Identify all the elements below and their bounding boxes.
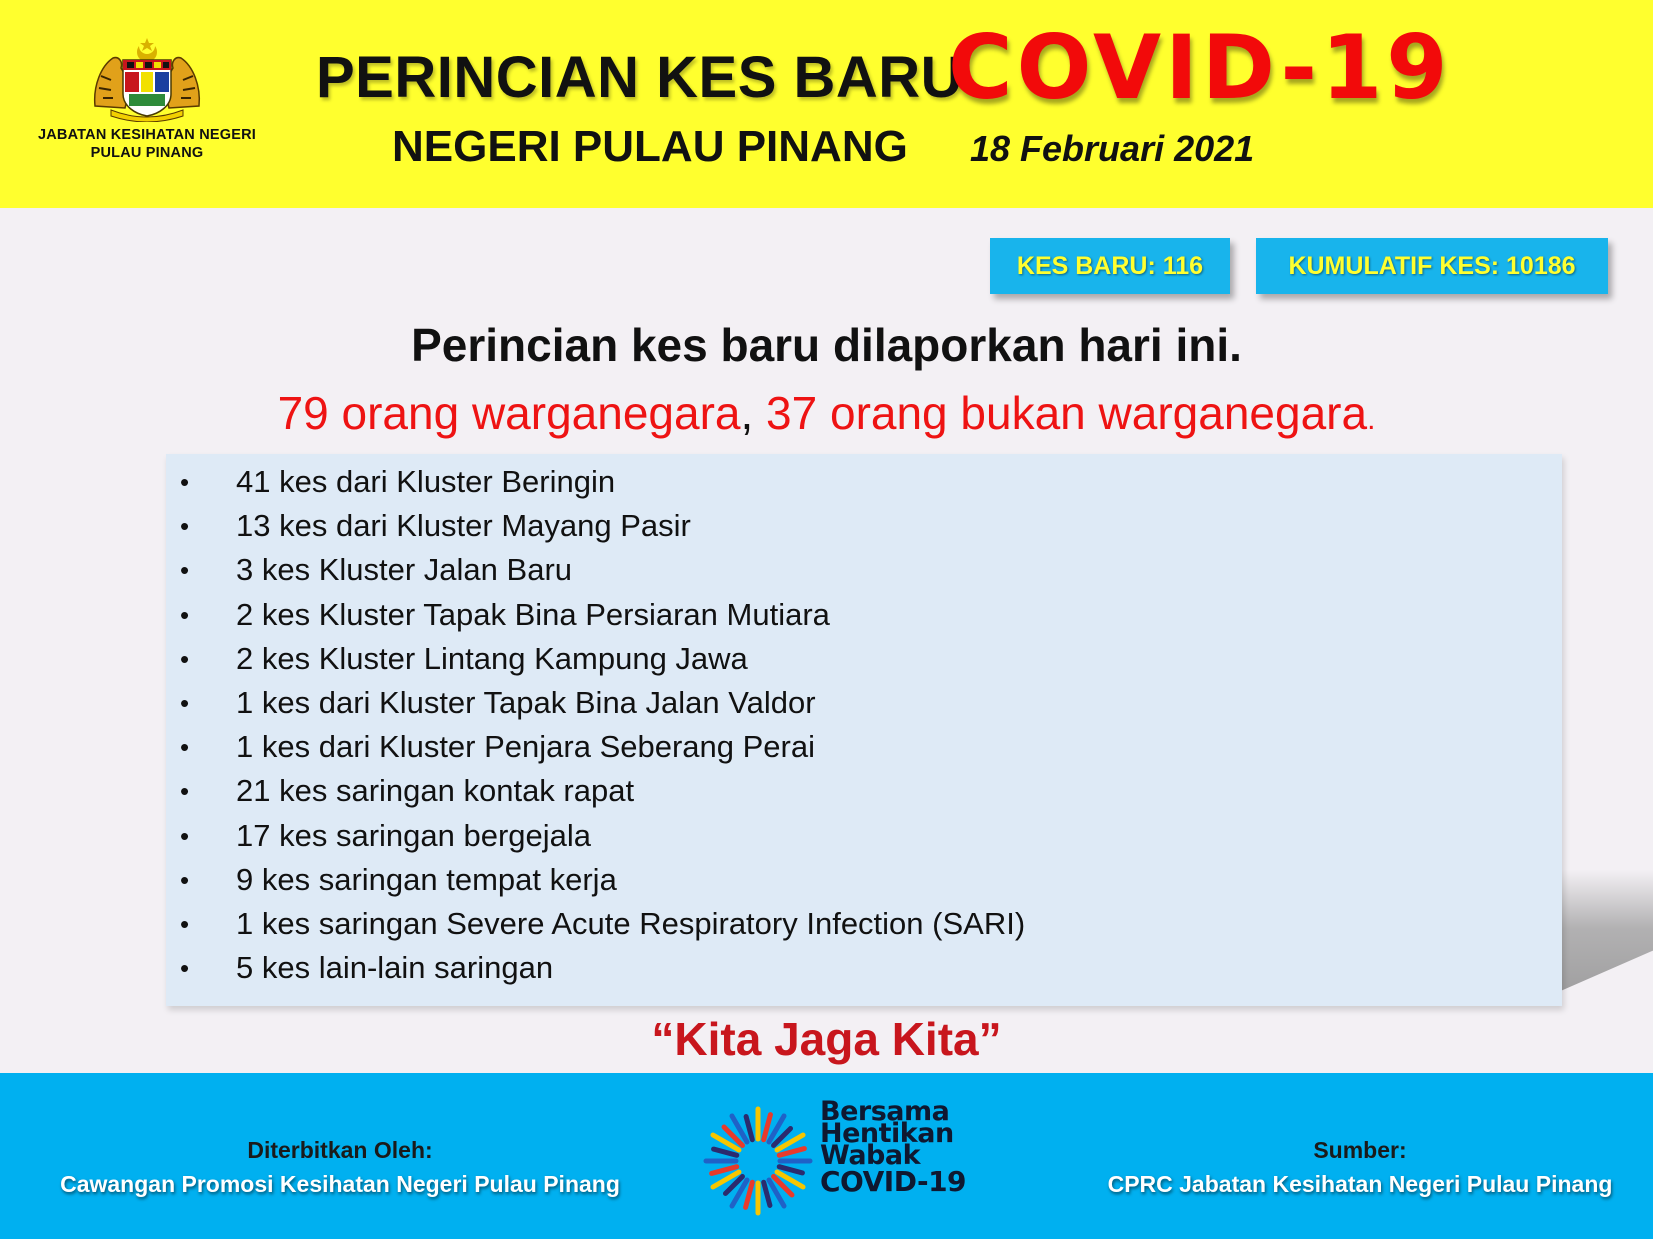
campaign-text <box>820 1096 967 1198</box>
list-item <box>166 725 1562 769</box>
case-item-text: 9 kes saringan tempat kerja <box>236 861 617 897</box>
case-item-text: 3 kes Kluster Jalan Baru <box>236 552 573 588</box>
bullet-icon: • <box>180 732 190 763</box>
department-logo-block <box>22 36 272 176</box>
publisher-name: Cawangan Promosi Kesihatan Negeri Pulau Pinang <box>60 1171 620 1197</box>
case-item-text: 2 kes Kluster Lintang Kampung Jawa <box>236 640 748 676</box>
source-block <box>1090 1133 1630 1201</box>
list-item <box>166 504 1562 548</box>
case-list <box>166 454 1562 990</box>
case-item-text: 41 kes dari Kluster Beringin <box>236 464 616 499</box>
case-item-text: 1 kes dari Kluster Tapak Bina Jalan Valdor <box>236 684 816 720</box>
list-item <box>166 593 1562 637</box>
campaign-burst-icon <box>700 1103 816 1219</box>
section-headline: Perincian kes baru dilaporkan hari ini. <box>411 319 1242 371</box>
state-name: NEGERI PULAU PINANG <box>392 122 908 171</box>
bullet-icon: • <box>180 908 190 939</box>
coat-of-arms-icon <box>87 36 207 122</box>
motto: “Kita Jaga Kita” <box>651 1013 1002 1065</box>
case-item-text: 5 kes lain-lain saringan <box>236 950 554 986</box>
publisher-label: Diterbitkan Oleh: <box>247 1137 433 1163</box>
footer-bar <box>0 1073 1653 1239</box>
campaign-line-4: COVID-19 <box>820 1165 967 1198</box>
bullet-icon: • <box>180 687 190 718</box>
bullet-icon: • <box>180 864 190 895</box>
bullet-icon: • <box>180 953 190 984</box>
list-item <box>166 858 1562 902</box>
header-banner <box>0 0 1653 208</box>
bullet-icon: • <box>180 643 190 674</box>
list-item <box>166 460 1562 504</box>
new-cases-badge: KES BARU: 116 <box>990 238 1230 294</box>
case-item-text: 13 kes dari Kluster Mayang Pasir <box>236 508 691 544</box>
case-item-text: 1 kes dari Kluster Penjara Seberang Perai <box>236 729 815 765</box>
list-item <box>166 946 1562 990</box>
department-name-line-1: JABATAN KESIHATAN NEGERI <box>37 127 256 143</box>
list-item <box>166 637 1562 681</box>
bullet-icon: • <box>180 820 190 851</box>
case-item-text: 1 kes saringan Severe Acute Respiratory Infection (SARI) <box>236 905 1026 941</box>
page-title: PERINCIAN KES BARU <box>316 45 964 110</box>
title-highlight: COVID-19 <box>948 16 1452 119</box>
list-item <box>166 548 1562 592</box>
list-item <box>166 681 1562 725</box>
campaign-line-1: Bersama <box>820 1096 950 1127</box>
breakdown-separator: , <box>740 387 754 439</box>
campaign-logo <box>700 1096 970 1223</box>
report-date: 18 Februari 2021 <box>970 128 1255 169</box>
case-item-text: 2 kes Kluster Tapak Bina Persiaran Mutiara <box>236 596 830 632</box>
bullet-icon: • <box>180 599 190 630</box>
publisher-block <box>20 1133 660 1201</box>
campaign-line-2: Hentikan <box>820 1118 954 1149</box>
case-item-text: 17 kes saringan bergejala <box>236 817 592 853</box>
list-item <box>166 902 1562 946</box>
bullet-icon: • <box>180 776 190 807</box>
list-item <box>166 769 1562 813</box>
campaign-line-3: Wabak <box>820 1140 921 1171</box>
nationality-breakdown <box>0 386 1653 440</box>
list-item <box>166 814 1562 858</box>
source-name: CPRC Jabatan Kesihatan Negeri Pulau Pinang <box>1107 1171 1613 1197</box>
bullet-icon: • <box>180 555 190 586</box>
bullet-icon: • <box>180 511 190 542</box>
cumulative-cases-badge: KUMULATIF KES: 10186 <box>1256 238 1608 294</box>
department-name-line-2: PULAU PINANG <box>90 145 204 161</box>
bullet-icon: • <box>180 467 190 497</box>
source-label: Sumber: <box>1313 1137 1407 1163</box>
breakdown-end: . <box>1367 403 1376 436</box>
non-citizen-count: 37 orang bukan warganegara <box>766 387 1368 439</box>
case-breakdown-box <box>166 454 1562 1006</box>
citizen-count: 79 orang warganegara <box>277 387 741 439</box>
case-item-text: 21 kes saringan kontak rapat <box>236 773 635 809</box>
